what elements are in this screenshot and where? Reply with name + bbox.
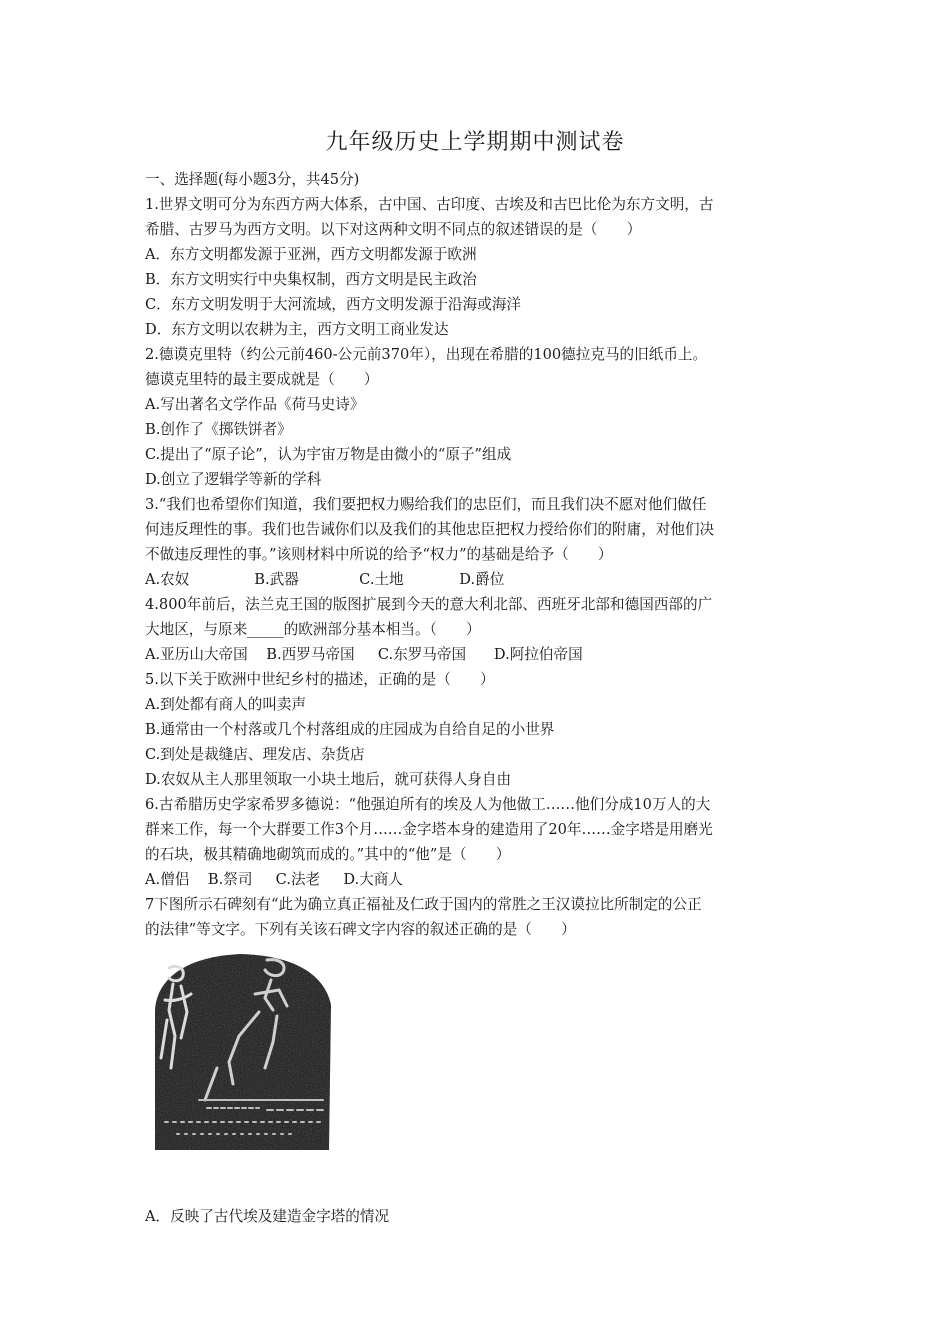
option-c: C．东方文明发明于大河流域，西方文明发源于沿海或海洋	[145, 296, 522, 313]
option-d: D．东方文明以农耕为主，西方文明工商业发达	[145, 321, 449, 338]
hammurabi-stele-image	[147, 950, 337, 1150]
options-row: A.僧侣 B.祭司 C.法老 D.大商人	[145, 871, 403, 888]
option-c: C.提出了“原子论”，认为宇宙万物是由微小的“原子”组成	[145, 446, 512, 463]
question-stem-line: 2.德谟克里特（约公元前460-公元前370年），出现在希腊的100德拉克马的旧纸币上。	[145, 346, 708, 363]
question-stem-line: 何违反理性的事。我们也告诫你们以及我们的其他忠臣把权力授给你们的附庸，对他们决	[145, 521, 715, 538]
option-c: C.到处是裁缝店、理发店、杂货店	[145, 746, 365, 763]
question-stem-line: 1.世界文明可分为东西方两大体系，古中国、古印度、古埃及和古巴比伦为东方文明，古	[145, 196, 714, 213]
question-7	[145, 892, 805, 1229]
option-d: D.农奴从主人那里领取一小块土地后，就可获得人身自由	[145, 771, 512, 788]
exam-title: 九年级历史上学期期中测试卷	[325, 130, 625, 155]
question-5	[145, 667, 805, 792]
question-stem-line: 的石块，极其精确地砌筑而成的。”其中的“他”是（ ）	[145, 846, 511, 863]
question-stem-line: 大地区，与原来_____的欧洲部分基本相当。（ ）	[145, 621, 481, 638]
question-stem-line: 德谟克里特的最主要成就是（ ）	[145, 371, 379, 388]
option-a: A.写出著名文学作品《荷马史诗》	[145, 396, 365, 413]
question-stem-line: 希腊、古罗马为西方文明。以下对这两种文明不同点的叙述错误的是（ ）	[145, 221, 642, 238]
option-a: A.到处都有商人的叫卖声	[145, 696, 307, 713]
stele-figure	[145, 942, 805, 1186]
question-stem-line: 7下图所示石碑刻有“此为确立真正福祉及仁政于国内的常胜之王汉谟拉比所制定的公正	[145, 896, 702, 913]
question-stem-line: 群来工作，每一个大群要工作3个月……金字塔本身的建造用了20年……金字塔是用磨光	[145, 821, 713, 838]
option-b: B．东方文明实行中央集权制，西方文明是民主政治	[145, 271, 477, 288]
option-b: B.通常由一个村落或几个村落组成的庄园成为自给自足的小世界	[145, 721, 555, 738]
question-stem-line: 6.古希腊历史学家希罗多德说：“他强迫所有的埃及人为他做工……他们分成10万人的大	[145, 796, 711, 813]
question-6	[145, 792, 805, 892]
question-stem-line: 5.以下关于欧洲中世纪乡村的描述，正确的是（ ）	[145, 671, 495, 688]
option-a: A．反映了古代埃及建造金字塔的情况	[145, 1208, 390, 1225]
question-1	[145, 192, 805, 342]
option-b: B.创作了《掷铁饼者》	[145, 421, 292, 438]
options-row: A.亚历山大帝国 B.西罗马帝国 C.东罗马帝国 D.阿拉伯帝国	[145, 646, 583, 663]
option-d: D.创立了逻辑学等新的学科	[145, 471, 322, 488]
section-header: 一、选择题(每小题3分，共45分)	[145, 171, 360, 188]
question-4	[145, 592, 805, 667]
question-stem-line: 4.800年前后，法兰克王国的版图扩展到今天的意大利北部、西班牙北部和德国西部的广	[145, 596, 713, 613]
question-stem-line: 3.“我们也希望你们知道，我们要把权力赐给我们的忠臣们，而且我们决不愿对他们做任	[145, 496, 707, 513]
exam-body	[145, 167, 805, 1229]
question-stem-line: 的法律”等文字。下列有关该石碑文字内容的叙述正确的是（ ）	[145, 921, 576, 938]
question-2	[145, 342, 805, 492]
options-row: A.农奴 B.武器 C.土地 D.爵位	[145, 571, 505, 588]
question-3	[145, 492, 805, 592]
question-stem-line: 不做违反理性的事。”该则材料中所说的给予“权力”的基础是给予（ ）	[145, 546, 613, 563]
option-a: A．东方文明都发源于亚洲，西方文明都发源于欧洲	[145, 246, 477, 263]
